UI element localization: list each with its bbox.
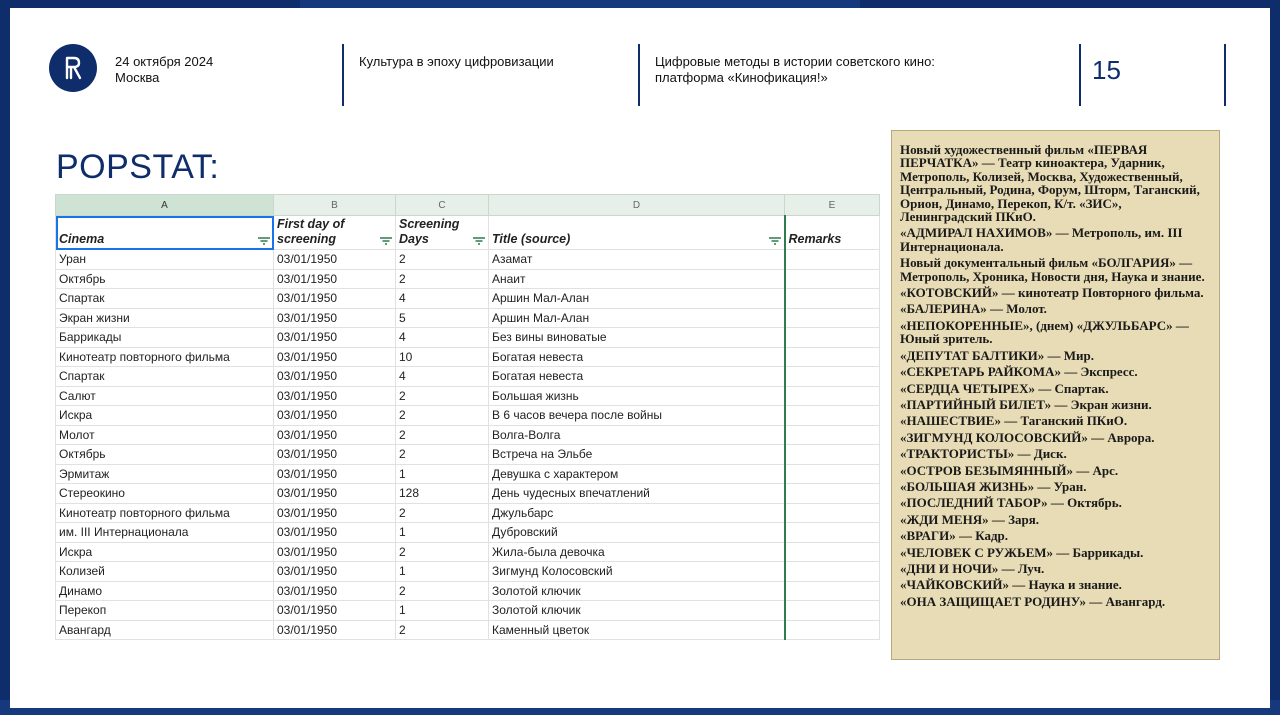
- remarks-cell[interactable]: [785, 581, 880, 601]
- remarks-cell[interactable]: [785, 620, 880, 640]
- header-cell-title[interactable]: [489, 216, 785, 250]
- remarks-cell[interactable]: [785, 601, 880, 621]
- newspaper-listing: «ТРАКТОРИСТЫ» — Диск.: [900, 446, 1067, 462]
- newspaper-listing: «БАЛЕРИНА» — Молот.: [900, 301, 1047, 317]
- title-cell[interactable]: Девушка с характером: [489, 464, 785, 484]
- table-row: [56, 386, 880, 406]
- table-row: [56, 484, 880, 504]
- cinema-cell[interactable]: Динамо: [56, 581, 274, 601]
- title-cell[interactable]: Анаит: [489, 269, 785, 289]
- remarks-cell[interactable]: [785, 386, 880, 406]
- remarks-cell[interactable]: [785, 406, 880, 426]
- table-row: [56, 269, 880, 289]
- filter-icon[interactable]: [258, 237, 270, 245]
- talk-title-line1: Цифровые методы в истории советского кино:: [655, 54, 935, 69]
- remarks-cell[interactable]: [785, 367, 880, 387]
- newspaper-listing: «НЕПОКОРЕННЫЕ», (днем) «ДЖУЛЬБАРС» — Юный зритель.: [900, 317, 1189, 347]
- cinema-cell[interactable]: Искра: [56, 542, 274, 562]
- newspaper-listing: «КОТОВСКИЙ» — кинотеатр Повторного фильма.: [900, 285, 1204, 301]
- first-day-cell[interactable]: 03/01/1950: [274, 269, 396, 289]
- header-city: Москва: [115, 70, 160, 85]
- title-cell[interactable]: Богатая невеста: [489, 367, 785, 387]
- filter-icon[interactable]: [769, 237, 781, 245]
- screening-days-cell[interactable]: 4: [396, 289, 489, 309]
- first-day-cell[interactable]: 03/01/1950: [274, 367, 396, 387]
- table-row: [56, 328, 880, 348]
- table-row: [56, 289, 880, 309]
- first-day-cell[interactable]: 03/01/1950: [274, 328, 396, 348]
- first-day-cell[interactable]: 03/01/1950: [274, 445, 396, 465]
- newspaper-listing: «ЧАЙКОВСКИЙ» — Наука и знание.: [900, 577, 1122, 593]
- cinema-cell[interactable]: Спартак: [56, 289, 274, 309]
- screening-days-cell[interactable]: 1: [396, 562, 489, 582]
- column-letter-a[interactable]: A: [56, 195, 274, 216]
- newspaper-listing: «АДМИРАЛ НАХИМОВ» — Метрополь, им. III Интернационала.: [900, 225, 1183, 254]
- cinema-cell[interactable]: Экран жизни: [56, 308, 274, 328]
- first-day-cell[interactable]: 03/01/1950: [274, 406, 396, 426]
- header-date: 24 октября 2024: [115, 54, 214, 69]
- title-cell[interactable]: В 6 часов вечера после войны: [489, 406, 785, 426]
- title-cell[interactable]: Каменный цветок: [489, 620, 785, 640]
- header-divider: [1079, 44, 1081, 106]
- table-row: [56, 601, 880, 621]
- first-day-cell[interactable]: 03/01/1950: [274, 250, 396, 270]
- screening-days-cell[interactable]: 1: [396, 523, 489, 543]
- header-cell-first-day[interactable]: [274, 216, 396, 250]
- title-cell[interactable]: Большая жизнь: [489, 386, 785, 406]
- header-date-block: [115, 54, 213, 86]
- table-row: [56, 308, 880, 328]
- cinema-cell[interactable]: им. III Интернационала: [56, 523, 274, 543]
- title-cell[interactable]: Золотой ключик: [489, 581, 785, 601]
- title-cell[interactable]: Аршин Мал-Алан: [489, 289, 785, 309]
- remarks-cell[interactable]: [785, 484, 880, 504]
- remarks-cell[interactable]: [785, 562, 880, 582]
- header-remarks-label: Remarks: [788, 232, 842, 246]
- screening-days-cell[interactable]: 2: [396, 445, 489, 465]
- newspaper-listing: «ОНА ЗАЩИЩАЕТ РОДИНУ» — Авангард.: [900, 593, 1166, 609]
- screening-days-cell[interactable]: 4: [396, 328, 489, 348]
- spreadsheet-table: [55, 194, 880, 640]
- newspaper-listing: «СЕКРЕТАРЬ РАЙКОМА» — Экспресс.: [900, 364, 1138, 380]
- cinema-cell[interactable]: Кинотеатр повторного фильма: [56, 347, 274, 367]
- remarks-cell[interactable]: [785, 347, 880, 367]
- header-screening-days-label: Screening Days: [399, 217, 460, 246]
- remarks-cell[interactable]: [785, 523, 880, 543]
- title-cell[interactable]: Джульбарс: [489, 503, 785, 523]
- header-cell-cinema[interactable]: [56, 216, 274, 250]
- screening-days-cell[interactable]: 2: [396, 269, 489, 289]
- screening-days-cell[interactable]: 1: [396, 601, 489, 621]
- title-cell[interactable]: Аршин Мал-Алан: [489, 308, 785, 328]
- table-row: [56, 425, 880, 445]
- title-cell[interactable]: Богатая невеста: [489, 347, 785, 367]
- first-day-cell[interactable]: 03/01/1950: [274, 484, 396, 504]
- header-cinema-label: Cinema: [59, 232, 105, 246]
- header-row: [56, 216, 880, 250]
- first-day-cell[interactable]: 03/01/1950: [274, 347, 396, 367]
- table-row: [56, 542, 880, 562]
- remarks-cell[interactable]: [785, 289, 880, 309]
- table-row: [56, 347, 880, 367]
- cinema-cell[interactable]: Эрмитаж: [56, 464, 274, 484]
- remarks-cell[interactable]: [785, 328, 880, 348]
- screening-days-cell[interactable]: 128: [396, 484, 489, 504]
- newspaper-listing: «ЗИГМУНД КОЛОСОВСКИЙ» — Аврора.: [900, 429, 1155, 445]
- newspaper-clipping: [891, 130, 1220, 660]
- cinema-cell[interactable]: Перекоп: [56, 601, 274, 621]
- screening-days-cell[interactable]: 2: [396, 425, 489, 445]
- page-number: 15: [1092, 55, 1121, 85]
- filter-icon[interactable]: [473, 237, 485, 245]
- first-day-cell[interactable]: 03/01/1950: [274, 542, 396, 562]
- column-letter-c[interactable]: C: [396, 195, 489, 216]
- first-day-cell[interactable]: 03/01/1950: [274, 386, 396, 406]
- screening-days-cell[interactable]: 4: [396, 367, 489, 387]
- newspaper-listing: «ОСТРОВ БЕЗЫМЯННЫЙ» — Арс.: [900, 462, 1119, 478]
- header-divider: [1224, 44, 1226, 106]
- header-conference: Культура в эпоху цифровизации: [359, 54, 554, 69]
- spreadsheet: [55, 194, 879, 640]
- remarks-cell[interactable]: [785, 542, 880, 562]
- header-talk-title: [655, 54, 935, 86]
- newspaper-listing: «ДНИ И НОЧИ» — Луч.: [900, 560, 1045, 576]
- title-cell[interactable]: Азамат: [489, 250, 785, 270]
- title-cell[interactable]: Дубровский: [489, 523, 785, 543]
- screening-days-cell[interactable]: 2: [396, 406, 489, 426]
- screening-days-cell[interactable]: 2: [396, 503, 489, 523]
- cinema-cell[interactable]: Баррикады: [56, 328, 274, 348]
- first-day-cell[interactable]: 03/01/1950: [274, 289, 396, 309]
- remarks-cell[interactable]: [785, 445, 880, 465]
- column-letter-d[interactable]: D: [489, 195, 785, 216]
- title-cell[interactable]: Золотой ключик: [489, 601, 785, 621]
- newspaper-listing: «НАШЕСТВИЕ» — Таганский ПКиО.: [900, 413, 1128, 429]
- title-cell[interactable]: Жила-была девочка: [489, 542, 785, 562]
- newspaper-listing: «ЧЕЛОВЕК С РУЖЬЕМ» — Баррикады.: [900, 544, 1144, 560]
- header-divider: [638, 44, 640, 106]
- first-day-cell[interactable]: 03/01/1950: [274, 503, 396, 523]
- cinema-cell[interactable]: Стереокино: [56, 484, 274, 504]
- remarks-cell[interactable]: [785, 503, 880, 523]
- remarks-cell[interactable]: [785, 250, 880, 270]
- header-cell-screening-days[interactable]: [396, 216, 489, 250]
- title-cell[interactable]: Волга-Волга: [489, 425, 785, 445]
- screening-days-cell[interactable]: 2: [396, 386, 489, 406]
- screening-days-cell[interactable]: 10: [396, 347, 489, 367]
- title-cell[interactable]: Без вины виноватые: [489, 328, 785, 348]
- table-row: [56, 620, 880, 640]
- table-row: [56, 581, 880, 601]
- remarks-cell[interactable]: [785, 425, 880, 445]
- newspaper-listing: «БОЛЬШАЯ ЖИЗНЬ» — Уран.: [900, 478, 1087, 494]
- slide-title: POPSTAT:: [56, 148, 220, 186]
- screening-days-cell[interactable]: 2: [396, 620, 489, 640]
- screening-days-cell[interactable]: 2: [396, 581, 489, 601]
- newspaper-listing: «СЕРДЦА ЧЕТЫРЕХ» — Спартак.: [900, 380, 1109, 396]
- first-day-cell[interactable]: 03/01/1950: [274, 523, 396, 543]
- newspaper-listing: «ДЕПУТАТ БАЛТИКИ» — Мир.: [900, 347, 1095, 363]
- cinema-cell[interactable]: Кинотеатр повторного фильма: [56, 503, 274, 523]
- cinema-cell[interactable]: Спартак: [56, 367, 274, 387]
- column-letter-b[interactable]: B: [274, 195, 396, 216]
- header-title-label: Title (source): [492, 232, 571, 246]
- first-day-cell[interactable]: 03/01/1950: [274, 425, 396, 445]
- column-letter-e[interactable]: E: [785, 195, 880, 216]
- cinema-cell[interactable]: Искра: [56, 406, 274, 426]
- first-day-cell[interactable]: 03/01/1950: [274, 620, 396, 640]
- first-day-cell[interactable]: 03/01/1950: [274, 581, 396, 601]
- first-day-cell[interactable]: 03/01/1950: [274, 601, 396, 621]
- header-divider: [342, 44, 344, 106]
- newspaper-listing: «ПАРТИЙНЫЙ БИЛЕТ» — Экран жизни.: [900, 396, 1152, 412]
- remarks-cell[interactable]: [785, 464, 880, 484]
- screening-days-cell[interactable]: 5: [396, 308, 489, 328]
- table-row: [56, 503, 880, 523]
- table-row: [56, 523, 880, 543]
- newspaper-listing: «ПОСЛЕДНИЙ ТАБОР» — Октябрь.: [900, 495, 1122, 511]
- cinema-cell[interactable]: Салют: [56, 386, 274, 406]
- title-cell[interactable]: День чудесных впечатлений: [489, 484, 785, 504]
- screening-days-cell[interactable]: 2: [396, 250, 489, 270]
- cinema-cell[interactable]: Молот: [56, 425, 274, 445]
- filter-icon[interactable]: [380, 237, 392, 245]
- cinema-cell[interactable]: Уран: [56, 250, 274, 270]
- title-cell[interactable]: Встреча на Эльбе: [489, 445, 785, 465]
- screening-days-cell[interactable]: 1: [396, 464, 489, 484]
- first-day-cell[interactable]: 03/01/1950: [274, 308, 396, 328]
- table-row: [56, 406, 880, 426]
- table-row: [56, 250, 880, 270]
- newspaper-listing: Новый документальный фильм «БОЛГАРИЯ» — Метрополь, Хроника, Новости дня, Наука и знание.: [900, 255, 1205, 284]
- background-decoration: [300, 0, 860, 8]
- slide: [10, 8, 1270, 708]
- remarks-cell[interactable]: [785, 308, 880, 328]
- header-cell-remarks[interactable]: [785, 216, 880, 250]
- talk-title-line2: платформа «Кинофикация!»: [655, 70, 828, 85]
- cinema-cell[interactable]: Колизей: [56, 562, 274, 582]
- newspaper-listing: «ЖДИ МЕНЯ» — Заря.: [900, 511, 1039, 527]
- cinema-cell[interactable]: Октябрь: [56, 269, 274, 289]
- remarks-cell[interactable]: [785, 269, 880, 289]
- university-logo: [49, 44, 97, 92]
- logo-mark-icon: [58, 53, 88, 83]
- newspaper-listing: «ВРАГИ» — Кадр.: [900, 528, 1009, 544]
- first-day-cell[interactable]: 03/01/1950: [274, 562, 396, 582]
- table-row: [56, 464, 880, 484]
- newspaper-listing: Новый художественный фильм «ПЕРВАЯ ПЕРЧАТКА» — Театр киноактера, Ударник, Метрополь, Колизей, Москва, Художественный, Центральный, Родина, Форум, Шторм, Таганский, Орион, Динамо, Перекоп, К/т. «ЗИС», Ленинградский ПКиО.: [900, 142, 1200, 225]
- table-row: [56, 367, 880, 387]
- title-cell[interactable]: Зигмунд Колосовский: [489, 562, 785, 582]
- screening-days-cell[interactable]: 2: [396, 542, 489, 562]
- table-row: [56, 445, 880, 465]
- table-row: [56, 562, 880, 582]
- header-first-day-label: First day of screening: [277, 217, 345, 246]
- first-day-cell[interactable]: 03/01/1950: [274, 464, 396, 484]
- cinema-cell[interactable]: Авангард: [56, 620, 274, 640]
- cinema-cell[interactable]: Октябрь: [56, 445, 274, 465]
